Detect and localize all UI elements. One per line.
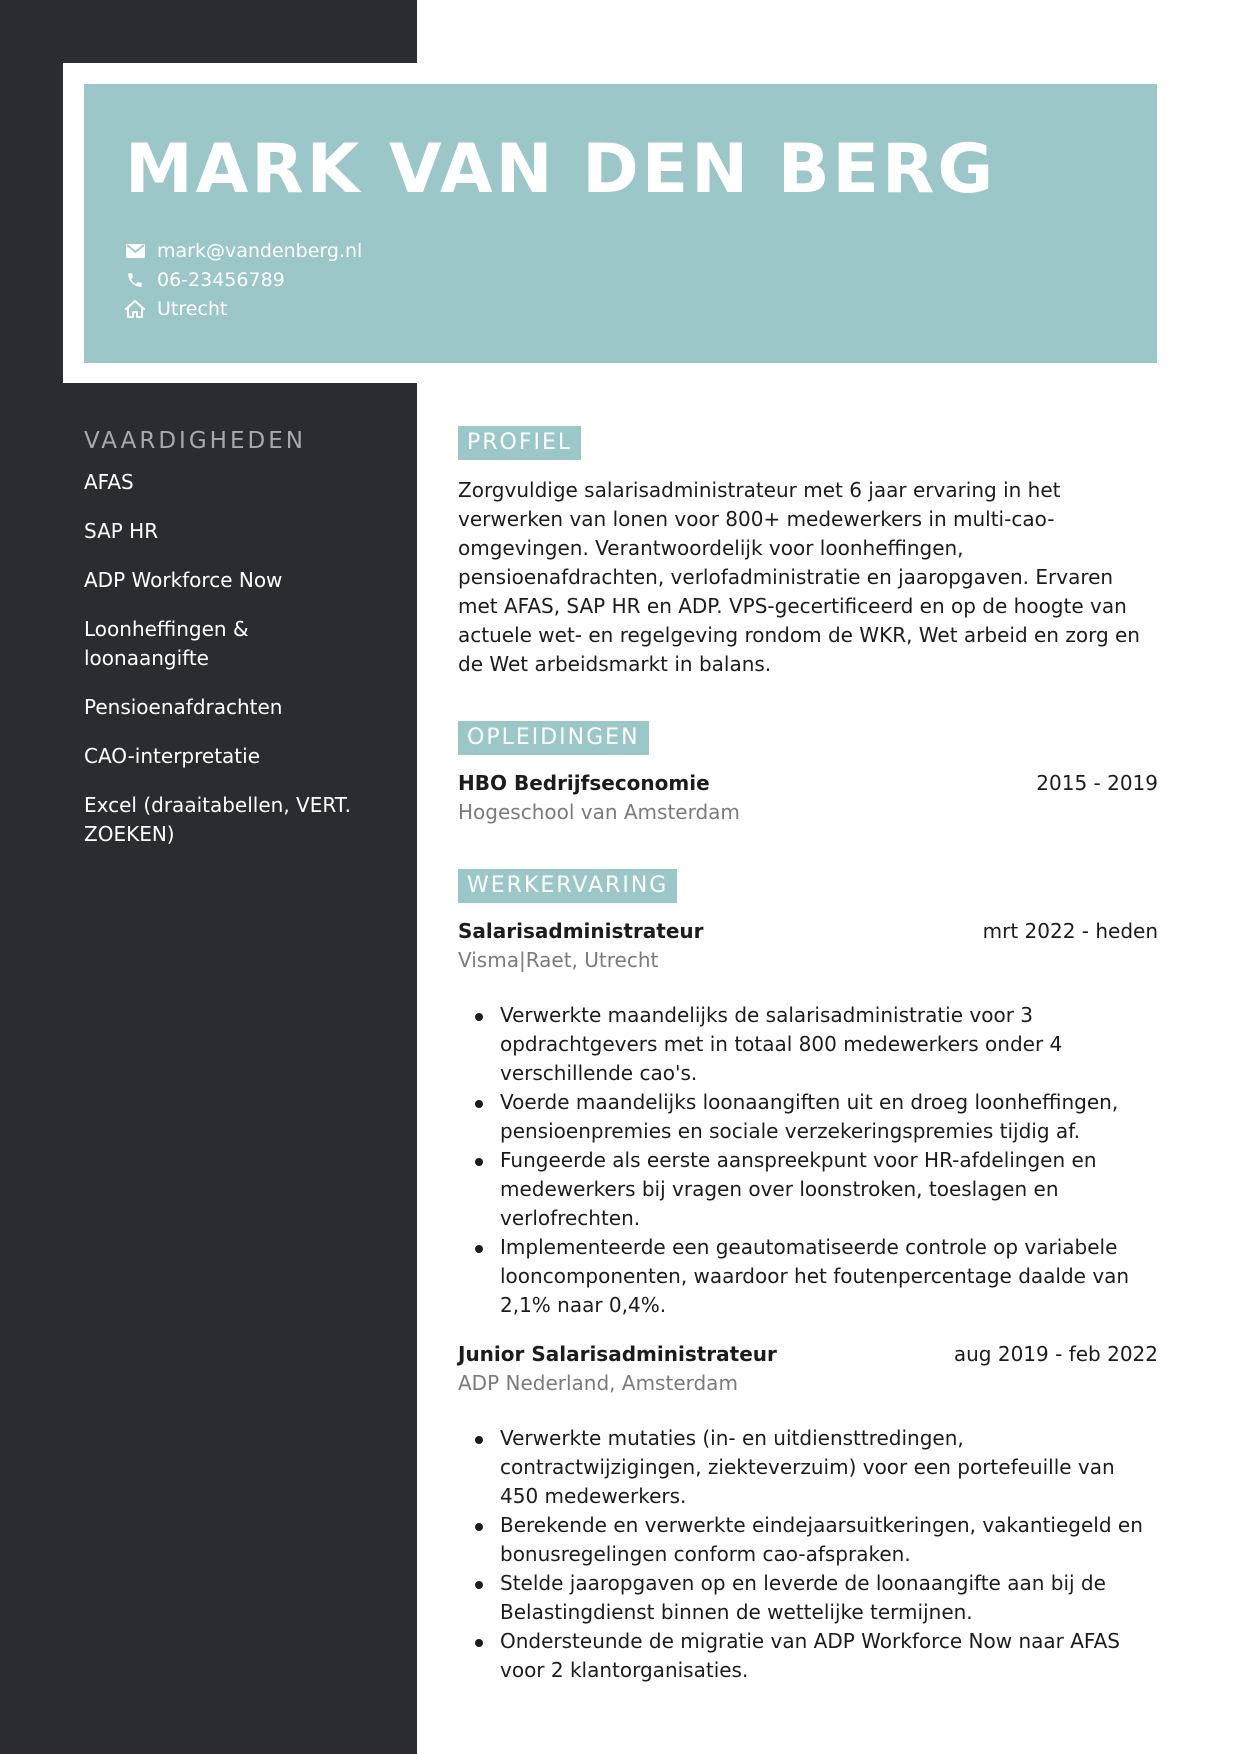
job-entry	[458, 1340, 1158, 1685]
job-bullets	[458, 1001, 1158, 1320]
skills-section	[84, 428, 404, 869]
education-title: OPLEIDINGEN	[458, 721, 649, 755]
skill-item: CAO-interpretatie	[84, 744, 260, 768]
contact-location	[125, 294, 362, 323]
skill-item: Loonheffingen & loonaangifte	[84, 617, 249, 670]
skill-item: Pensioenafdrachten	[84, 695, 283, 719]
envelope-icon	[125, 241, 145, 261]
bullet-item: Berekende en verwerkte eindejaarsuitkeringen, vakantiegeld en bonusregelingen conform cao-afspraken.	[458, 1511, 1158, 1569]
education-entry	[458, 769, 1158, 827]
degree: HBO Bedrijfseconomie	[458, 771, 710, 795]
job-role: Salarisadministrateur	[458, 919, 704, 943]
school: Hogeschool van Amsterdam	[458, 800, 740, 824]
candidate-name: MARK VAN DEN BERG	[125, 130, 997, 209]
phone-icon	[125, 270, 145, 290]
home-icon	[125, 299, 145, 319]
contact-phone	[125, 265, 362, 294]
experience-section	[458, 869, 1158, 1685]
bullet-item: Fungeerde als eerste aanspreekpunt voor HR-afdelingen en medewerkers bij vragen over loonstroken, toeslagen en verlofrechten.	[458, 1146, 1158, 1233]
profile-text: Zorgvuldige salarisadministrateur met 6 jaar ervaring in het verwerken van lonen voor 800+ medewerkers in multi-cao-omgevingen. Verantwoordelijk voor loonheffingen, pensioenafdrachten, verlofadministratie en jaaropgaven. Ervaren met AFAS, SAP HR en ADP. VPS-gecertificeerd en op de hoogte van actuele wet- en regelgeving rondom de WKR, Wet arbeid en zorg en de Wet arbeidsmarkt in balans.	[458, 478, 1140, 676]
contact-list	[125, 236, 362, 323]
skill-item: SAP HR	[84, 519, 159, 543]
skill-item: Excel (draaitabellen, VERT. ZOEKEN)	[84, 793, 351, 846]
job-dates: mrt 2022 - heden	[982, 919, 1158, 943]
phone-text: 06-23456789	[157, 268, 285, 291]
skill-item: AFAS	[84, 470, 134, 494]
profile-section	[458, 426, 1158, 679]
job-dates: aug 2019 - feb 2022	[953, 1342, 1158, 1366]
bullet-item: Ondersteunde de migratie van ADP Workforce Now naar AFAS voor 2 klantorganisaties.	[458, 1627, 1158, 1685]
profile-title: PROFIEL	[458, 426, 581, 460]
bullet-item: Verwerkte maandelijks de salarisadministratie voor 3 opdrachtgevers met in totaal 800 medewerkers onder 4 verschillende cao's.	[458, 1001, 1158, 1088]
email-text: mark@vandenberg.nl	[157, 239, 363, 262]
skill-item: ADP Workforce Now	[84, 568, 283, 592]
job-company: Visma|Raet, Utrecht	[458, 948, 659, 972]
location-text: Utrecht	[157, 297, 228, 320]
header-banner	[84, 84, 1157, 363]
experience-title: WERKERVARING	[458, 869, 677, 903]
job-entry	[458, 917, 1158, 1320]
job-role: Junior Salarisadministrateur	[458, 1342, 777, 1366]
education-dates: 2015 - 2019	[1036, 771, 1158, 795]
job-bullets	[458, 1424, 1158, 1685]
bullet-item: Verwerkte mutaties (in- en uitdiensttredingen, contractwijzigingen, ziekteverzuim) voor een portefeuille van 450 medewerkers.	[458, 1424, 1158, 1511]
main-content	[458, 426, 1158, 1685]
bullet-item: Voerde maandelijks loonaangiften uit en droeg loonheffingen, pensioenpremies en sociale verzekeringspremies tijdig af.	[458, 1088, 1158, 1146]
contact-email	[125, 236, 362, 265]
education-section	[458, 721, 1158, 827]
bullet-item: Implementeerde een geautomatiseerde controle op variabele looncomponenten, waardoor het foutenpercentage daalde van 2,1% naar 0,4%.	[458, 1233, 1158, 1320]
bullet-item: Stelde jaaropgaven op en leverde de loonaangifte aan bij de Belastingdienst binnen de wettelijke termijnen.	[458, 1569, 1158, 1627]
skills-title: VAARDIGHEDEN	[84, 428, 306, 454]
job-company: ADP Nederland, Amsterdam	[458, 1371, 738, 1395]
